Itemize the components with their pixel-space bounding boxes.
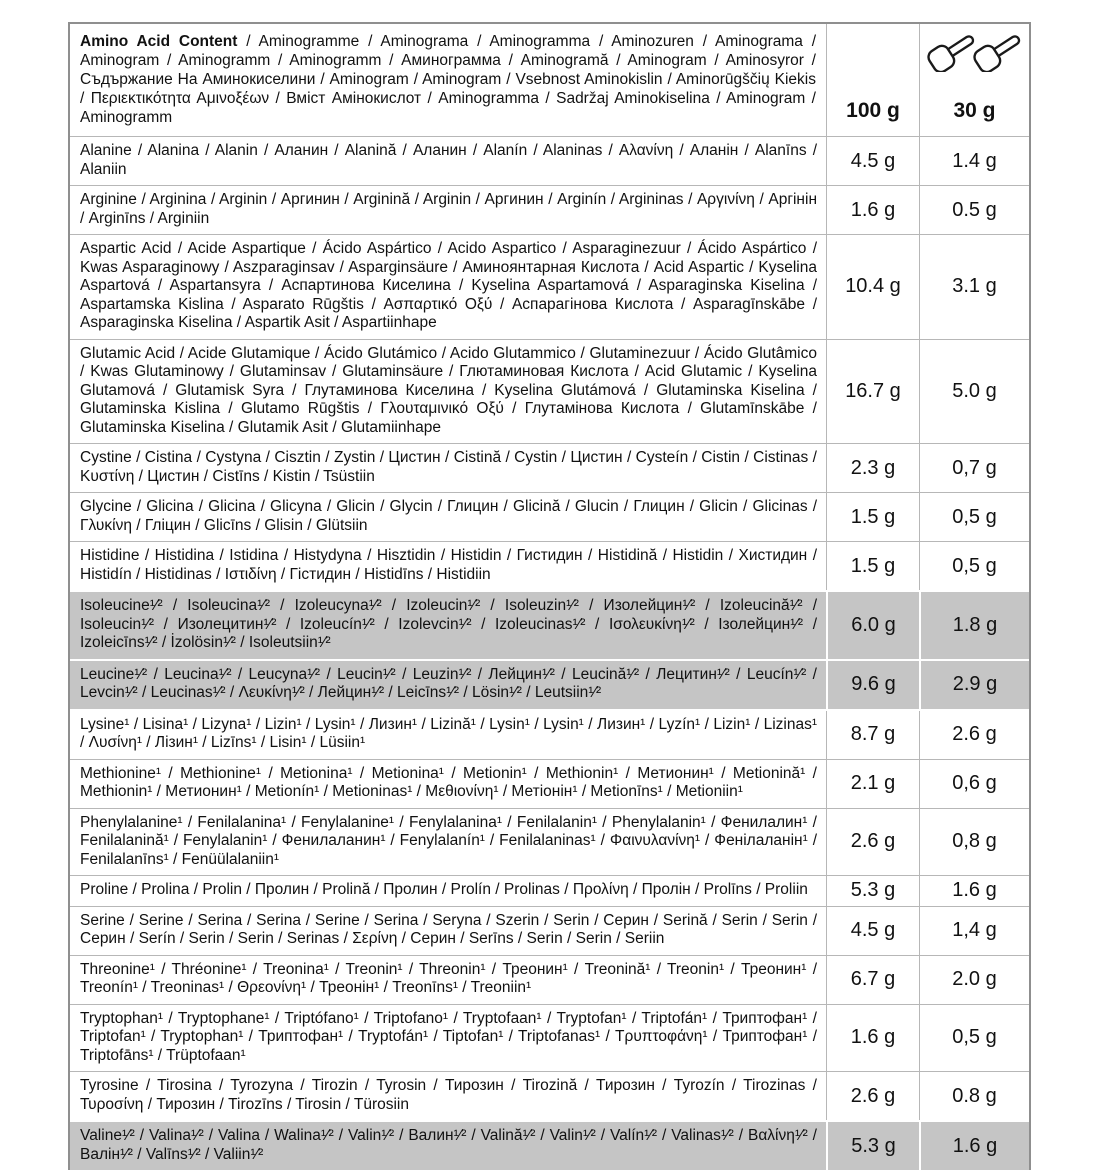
amino-per-100g: 6.7 g bbox=[826, 956, 919, 1004]
amino-per-100g: 4.5 g bbox=[826, 137, 919, 185]
amino-per-30g: 5.0 g bbox=[919, 340, 1029, 444]
amino-per-30g: 1.6 g bbox=[919, 876, 1029, 906]
amino-name: Glutamic Acid / Acide Glutamique / Ácido Glutámico / Acido Glutammico / Glutaminezuur / Ácido Glutâmico / Kwas Glutaminowy / Glutaminsav / Glutaminsäure / Глютаминовая Кислота / Acid Glutamic / Kyselina Glutamová / Glutamisk Syra / Глутаминова Киселина / Kyselina Glutámová / Glutaminska Kiselina / Glutaminska Kislina / Glutamo Rūgštis / Γλουταμινικό Οξύ / Глутамінова Кислота / Glutamīnskābe / Glutaminska Kiselina / Glutamik Asit / Glutamiinhape bbox=[80, 344, 817, 436]
amino-name: Tyrosine / Tirosina / Tyrozyna / Tirozin / Tyrosin / Тирозин / Tirozină / Тирозин / Tyrozín / Tirozinas / Τυροσίνη / Тирозин / Tirozīns / Tirosin / Türosiin bbox=[80, 1077, 817, 1113]
amino-name: Tryptophan¹ / Tryptophane¹ / Triptófano¹ / Triptofano¹ / Tryptofaan¹ / Tryptofan¹ / Triptofán¹ / Триптофан¹ / Triptofan¹ / Tryptophan¹ / Триптофан¹ / Tryptofán¹ / Tiptofan¹ / Triptofanas¹ / Τρυπτοφάνη¹ / Триптофан¹ / Triptofāns¹ / Trüptofaan¹ bbox=[80, 1009, 817, 1064]
row-alanine bbox=[70, 136, 1029, 185]
amino-per-100g: 1.6 g bbox=[826, 1005, 919, 1072]
amino-name: Leucine¹⁄² / Leucina¹⁄² / Leucyna¹⁄² / Leucin¹⁄² / Leuzin¹⁄² / Лейцин¹⁄² / Leucină¹⁄² / Лецитин¹⁄² / Leucín¹⁄² / Levcin¹⁄² / Leucinas¹⁄² / Λευκίνη¹⁄² / Лейцин¹⁄² / Leicīns¹⁄² / Lösin¹⁄² / Leutsiin¹⁄² bbox=[80, 665, 817, 701]
amino-per-30g: 0,5 g bbox=[919, 542, 1029, 590]
row-lysine bbox=[70, 709, 1029, 759]
measuring-scoop-icon bbox=[926, 32, 978, 72]
scoop-icons bbox=[929, 32, 1021, 72]
column-header-100g bbox=[826, 24, 919, 136]
amino-per-30g: 2.6 g bbox=[919, 711, 1029, 759]
amino-per-100g: 5.3 g bbox=[826, 876, 919, 906]
amino-per-100g: 2.3 g bbox=[826, 444, 919, 492]
amino-per-30g: 0,6 g bbox=[919, 760, 1029, 808]
amino-name: Isoleucine¹⁄² / Isoleucina¹⁄² / Izoleucyna¹⁄² / Izoleucin¹⁄² / Isoleuzin¹⁄² / Изолейцин¹⁄² / Izoleucină¹⁄² / Isoleucin¹⁄² / Изолецитин¹⁄² / Izoleucín¹⁄² / Izolevcin¹⁄² / Izoleucinas¹⁄² / Ισολευκίνη¹⁄² / Ізолейцин¹⁄² / Izoleicīns¹⁄² / İzolösin¹⁄² / Isoleutsiin¹⁄² bbox=[80, 597, 817, 651]
amino-per-30g: 0,5 g bbox=[919, 1005, 1029, 1072]
amino-name: Arginine / Arginina / Arginin / Аргинин / Arginină / Arginin / Аргинин / Arginín / Argininas / Αργινίνη / Аргінін / Arginīns / Arginiin bbox=[80, 191, 817, 227]
table-header-row bbox=[70, 24, 1029, 136]
amino-per-100g: 2.6 g bbox=[826, 1072, 919, 1120]
amino-per-30g: 1.8 g bbox=[919, 592, 1029, 659]
amino-per-30g: 0,5 g bbox=[919, 493, 1029, 541]
amino-per-100g: 1.6 g bbox=[826, 186, 919, 234]
amino-per-30g: 1.4 g bbox=[919, 137, 1029, 185]
row-tyrosine bbox=[70, 1071, 1029, 1120]
amino-name: Proline / Prolina / Prolin / Пролин / Prolină / Пролин / Prolín / Prolinas / Προλίνη / Пролін / Prolīns / Proliin bbox=[80, 881, 808, 898]
amino-name: Histidine / Histidina / Istidina / Histydyna / Hisztidin / Histidin / Гистидин / Histidină / Histidin / Хистидин / Histidín / Histidinas / Ιστιδίνη / Гістидин / Histidīns / Histidiin bbox=[80, 547, 817, 583]
row-proline bbox=[70, 875, 1029, 906]
column-header-30g bbox=[919, 24, 1029, 136]
amino-per-100g: 6.0 g bbox=[826, 592, 919, 659]
column-label-100g: 100 g bbox=[846, 99, 900, 122]
amino-name: Threonine¹ / Thréonine¹ / Treonina¹ / Treonin¹ / Threonin¹ / Треонин¹ / Treonină¹ / Treonin¹ / Треонин¹ / Treonín¹ / Treoninas¹ / Θρεονίνη¹ / Треонін¹ / Treonīns¹ / Treoniin¹ bbox=[80, 960, 817, 996]
amino-per-100g: 8.7 g bbox=[826, 711, 919, 759]
amino-name: Lysine¹ / Lisina¹ / Lizyna¹ / Lizin¹ / Lysin¹ / Лизин¹ / Lizină¹ / Lysin¹ / Lysin¹ / Лизин¹ / Lyzín¹ / Lizin¹ / Lizinas¹ / Λυσίνη¹ / Лізин¹ / Lizīns¹ / Lisin¹ / Lüsiin¹ bbox=[80, 715, 817, 751]
amino-per-30g: 2.0 g bbox=[919, 956, 1029, 1004]
row-histidine bbox=[70, 541, 1029, 590]
amino-per-30g: 0,8 g bbox=[919, 809, 1029, 876]
amino-name: Cystine / Cistina / Cystyna / Cisztin / Zystin / Цистин / Cistină / Cystin / Цистин / Cysteín / Cistin / Cistinas / Κυστίνη / Цистин / Cistīns / Kistin / Tsüstiin bbox=[80, 449, 817, 485]
row-aspartic-acid bbox=[70, 234, 1029, 339]
table-title bbox=[70, 24, 826, 136]
row-arginine bbox=[70, 185, 1029, 234]
amino-per-30g: 1,4 g bbox=[919, 907, 1029, 955]
table-title-translations: / Aminogramme / Aminograma / Aminogramma / Aminozuren / Aminograma / Aminogram / Aminogramm / Aminogramm / Аминограмма / Aminogramă / Aminogram / Aminosyror / Съдържание На Аминокиселини / Aminogram / Aminogram / Vsebnost Aminokislin / Aminorūgščių Kiekis / Περιεκτικότητα Αμινοξέων / Вміст Амінокислот / Aminogramma / Sadržaj Aminokiselina / Aminogram / Aminogramm bbox=[80, 33, 817, 126]
measuring-scoop-icon bbox=[972, 32, 1024, 72]
amino-per-100g: 1.5 g bbox=[826, 493, 919, 541]
amino-per-30g: 3.1 g bbox=[919, 235, 1029, 339]
row-methionine bbox=[70, 759, 1029, 808]
amino-per-100g: 2.6 g bbox=[826, 809, 919, 876]
amino-per-100g: 9.6 g bbox=[826, 661, 919, 709]
amino-name: Serine / Serine / Serina / Serina / Serine / Serina / Seryna / Szerin / Serin / Серин / Serină / Serin / Serin / Серин / Serín / Serin / Serin / Serinas / Σερίνη / Серин / Serīns / Serin / Serin / Seriin bbox=[80, 911, 817, 947]
amino-per-100g: 2.1 g bbox=[826, 760, 919, 808]
row-glutamic-acid bbox=[70, 339, 1029, 444]
row-cystine bbox=[70, 443, 1029, 492]
amino-per-30g: 0.8 g bbox=[919, 1072, 1029, 1120]
column-label-30g: 30 g bbox=[953, 99, 996, 122]
amino-name: Methionine¹ / Methionine¹ / Metionina¹ / Metionina¹ / Metionin¹ / Methionin¹ / Метионин¹ / Metionină¹ / Methionin¹ / Метионин¹ / Metionín¹ / Metioninas¹ / Μεθιονίνη¹ / Метіонін¹ / Metionīns¹ / Metioniin¹ bbox=[80, 764, 817, 800]
amino-per-30g: 0,7 g bbox=[919, 444, 1029, 492]
amino-per-100g: 5.3 g bbox=[826, 1122, 919, 1170]
row-threonine bbox=[70, 955, 1029, 1004]
amino-name: Glycine / Glicina / Glicina / Glicyna / Glicin / Glycin / Глицин / Glicină / Glucin / Глицин / Glicin / Glicinas / Γλυκίνη / Гліцин / Glicīns / Glisin / Glütsiin bbox=[80, 498, 817, 534]
row-leucine bbox=[70, 659, 1029, 709]
amino-name: Valine¹⁄² / Valina¹⁄² / Valina / Walina¹⁄² / Valin¹⁄² / Валин¹⁄² / Valină¹⁄² / Valin¹⁄² / Valín¹⁄² / Valinas¹⁄² / Βαλίνη¹⁄² / Валін¹⁄² / Valīns¹⁄² / Valiin¹⁄² bbox=[80, 1127, 817, 1163]
row-isoleucine bbox=[70, 590, 1029, 659]
amino-per-100g: 16.7 g bbox=[826, 340, 919, 444]
amino-per-100g: 1.5 g bbox=[826, 542, 919, 590]
row-phenylalanine bbox=[70, 808, 1029, 876]
amino-name: Phenylalanine¹ / Fenilalanina¹ / Fenylalanine¹ / Fenylalanina¹ / Fenilalanin¹ / Phenylalanin¹ / Фенилалин¹ / Fenilalanină¹ / Fenylalanin¹ / Фенилаланин¹ / Fenylalanín¹ / Fenilalaninas¹ / Φαινυλανίνη¹ / Фенілаланін¹ / Fenilalanīns¹ / Fenüülalaniin¹ bbox=[80, 813, 817, 868]
row-tryptophan bbox=[70, 1004, 1029, 1072]
amino-per-30g: 0.5 g bbox=[919, 186, 1029, 234]
row-valine bbox=[70, 1120, 1029, 1170]
amino-name: Aspartic Acid / Acide Aspartique / Ácido Aspártico / Acido Aspartico / Asparaginezuur / Ácido Aspártico / Kwas Asparaginowy / Aszparaginsav / Asparginsäure / Аминоянтарная Кислота / Acid Aspartic / Kyselina Aspartová / Aspartansyra / Аспартинова Киселина / Kyselina Aspartamová / Asparaginska Kiselina / Aspartamska Kislina / Asparato Rūgštis / Ασπαρτικό Οξύ / Аспарагінова Кислота / Asparagīnskābe / Asparaginska Kiselina / Aspartik Asit / Aspartiinhape bbox=[80, 240, 817, 331]
amino-per-100g: 4.5 g bbox=[826, 907, 919, 955]
amino-name: Alanine / Alanina / Alanin / Аланин / Alanină / Аланин / Alanín / Alaninas / Αλανίνη / Аланін / Alanīns / Alaniin bbox=[80, 142, 817, 178]
amino-per-30g: 2.9 g bbox=[919, 661, 1029, 709]
amino-per-100g: 10.4 g bbox=[826, 235, 919, 339]
table-title-bold: Amino Acid Content bbox=[80, 33, 238, 50]
amino-per-30g: 1.6 g bbox=[919, 1122, 1029, 1170]
row-glycine bbox=[70, 492, 1029, 541]
amino-acid-table bbox=[68, 22, 1031, 1170]
row-serine bbox=[70, 906, 1029, 955]
